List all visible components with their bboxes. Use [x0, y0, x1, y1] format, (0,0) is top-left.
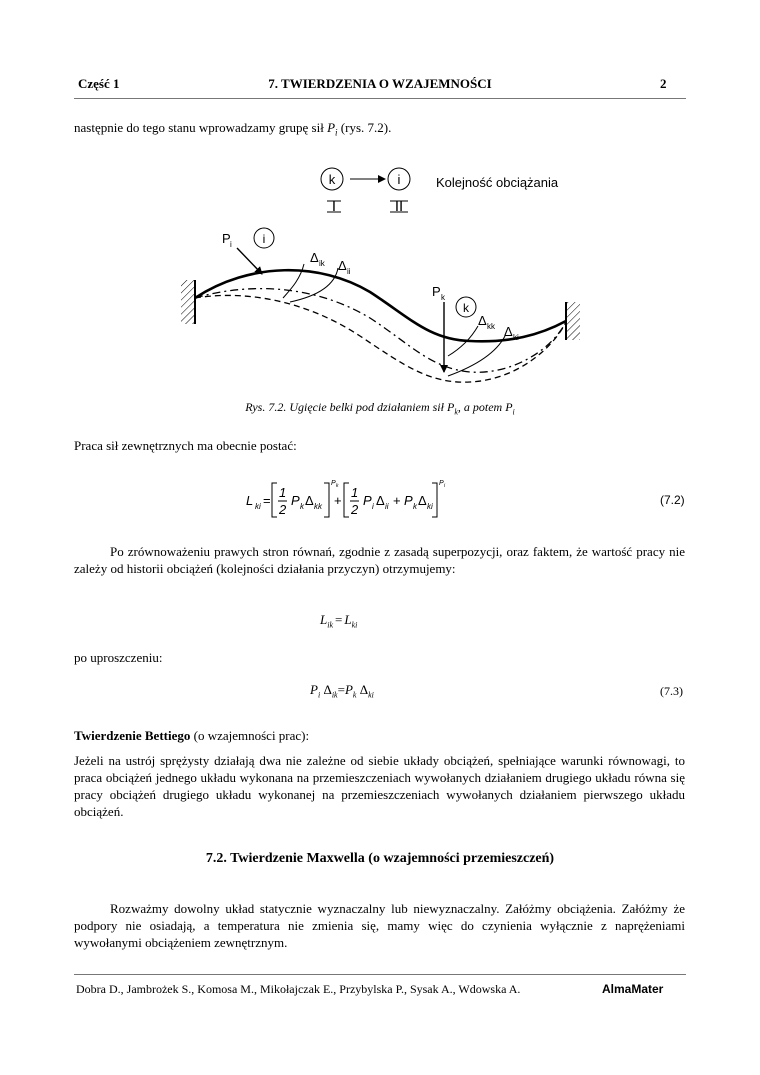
lik-l2: L — [344, 612, 352, 627]
equation-7-2 — [0, 470, 760, 530]
eq72-frac1-den: 2 — [279, 502, 287, 517]
eq72-number: (7.2) — [660, 493, 685, 507]
simplification-label: po uproszczeniu: — [74, 650, 163, 665]
equation-7-3 — [310, 682, 374, 700]
intro-text-after: (rys. 7.2). — [337, 120, 392, 135]
eq72-delta-ii: Δ — [376, 493, 385, 508]
work-intro: Praca sił zewnętrznych ma obecnie postać: — [74, 438, 297, 453]
roman-two: II — [394, 198, 404, 215]
caption-sub2: i — [512, 407, 515, 417]
eq72-plus: + — [334, 493, 342, 508]
superposition-paragraph: Po zrównoważeniu prawych stron równań, zgodnie z zasadą superpozycji, oraz faktem, że wartość pracy nie zależy od historii obciążeń (kolejności działania przyczyn) otrzymujemy: — [74, 544, 685, 576]
eq72-pi: P — [363, 493, 372, 508]
right-fixed-support — [566, 302, 580, 340]
betti-title-bold: Twierdzenie Bettiego — [74, 728, 191, 743]
loading-sequence — [321, 168, 559, 215]
betti-title — [74, 727, 309, 744]
caption-middle: , a potem — [457, 400, 506, 414]
header-chapter-title: 7. TWIERDZENIA O WZAJEMNOŚCI — [268, 76, 492, 91]
left-support-hatch — [181, 280, 195, 324]
figure-caption — [0, 400, 760, 416]
delta-ik-sub: ik — [319, 259, 325, 268]
intro-subscript: i — [335, 127, 338, 138]
delta-ik-label: Δ — [310, 250, 319, 265]
eq72-delta-ki-sub: ki — [427, 502, 433, 511]
eq72-sup2: P — [439, 480, 444, 487]
eq72-delta-kk-sub: kk — [314, 502, 322, 511]
lik-l1: L — [320, 612, 328, 627]
force-pk-sub: k — [441, 293, 445, 302]
intro-symbol: P — [327, 120, 336, 135]
delta-ki-sub: ki — [513, 333, 519, 342]
lik-equals: = — [335, 612, 343, 627]
eq72-delta-kk: Δ — [305, 493, 314, 508]
sequence-k-label: k — [328, 172, 336, 187]
eq72-delta-ii-sub: ii — [385, 502, 389, 511]
left-fixed-support — [181, 280, 195, 324]
beam-deflection-figure — [0, 0, 760, 400]
footer-brand: AlmaMater — [602, 982, 664, 996]
circle-k-label: k — [463, 301, 469, 315]
force-pi-arrow — [237, 248, 262, 274]
eq73-d2-sub: ki — [368, 690, 374, 700]
equation-lik-lki — [320, 612, 357, 630]
eq73-p2: P — [344, 682, 353, 697]
eq73-d1-sub: ik — [331, 690, 338, 700]
eq73-p1-sub: i — [317, 690, 321, 700]
betti-title-rest: (o wzajemności prac): — [190, 728, 310, 743]
delta-ii-label: Δ — [338, 258, 347, 273]
delta-kk-sub: kk — [487, 322, 495, 331]
eq72-bracket2-right — [432, 483, 437, 517]
header-page-number: 2 — [660, 76, 667, 91]
intro-text: następnie do tego stanu wprowadzamy grupę sił — [74, 120, 328, 135]
right-support-hatch — [566, 302, 580, 340]
force-pi-label: P — [222, 231, 231, 246]
caption-sym1: P — [446, 400, 455, 414]
betti-body: Jeżeli na ustrój sprężysty działają dwa nie zależne od siebie układy obciążeń, spełniające warunki równowagi, to praca obciążeń jednego układu wykonana na przemieszczeniach wywołanych działaniem drugiego układu równa się pracy obciążeń drugiego układu wykonanej na przemieszczeniach wywołanych działaniem pierwszego układu obciążeń. — [74, 753, 685, 819]
circle-i-label: i — [262, 232, 266, 246]
eq72-pk2: P — [404, 493, 413, 508]
maxwell-paragraph: Rozważmy dowolny układ statycznie wyznaczalny lub niewyznaczalny. Załóżmy obciążenia. Załóżmy że podpory nie osiadają, a temperatura nie zmienia się, mamy więc do czynienia wyłącznie z naprężeniami wywołanymi obciążeniem zewnętrznym. — [74, 901, 685, 950]
eq73-number: (7.3) — [660, 684, 683, 698]
eq72-plus2: + — [393, 493, 401, 508]
eq72-pk-sub: k — [300, 502, 304, 511]
lik-l1-sub: ik — [327, 620, 334, 630]
eq72-lhs-sub: ki — [255, 502, 261, 511]
eq72-sup2-sub: i — [444, 483, 446, 489]
eq73-d2: Δ — [359, 682, 369, 697]
caption-prefix: Rys. 7.2. Ugięcie belki pod działaniem sił — [245, 400, 447, 414]
caption-sym2: P — [505, 400, 513, 414]
footer-authors: Dobra D., Jambrożek S., Komosa M., Mikołajczak E., Przybylska P., Sysak A., Wdowska A. — [76, 982, 521, 996]
caption-sub1: k — [454, 407, 458, 417]
delta-ki-label: Δ — [504, 324, 513, 339]
eq72-pk2-sub: k — [413, 502, 417, 511]
eq72-bracket1-left — [272, 483, 277, 517]
force-pk-label: P — [432, 284, 441, 299]
eq72-frac2-den: 2 — [351, 502, 359, 517]
eq72-sup1-sub: k — [336, 483, 339, 489]
eq72-frac2-num: 1 — [351, 485, 359, 500]
force-pi-sub: i — [230, 240, 232, 249]
eq72-equals: = — [263, 493, 271, 508]
lik-l2-sub: ki — [351, 620, 358, 630]
eq73-p1: P — [310, 682, 318, 697]
eq72-delta-ki: Δ — [418, 493, 427, 508]
eq72-pk: P — [291, 493, 300, 508]
eq73-equals: = — [337, 682, 345, 697]
sequence-caption: Kolejność obciążania — [436, 175, 559, 190]
delta-kk-label: Δ — [478, 313, 487, 328]
eq72-pi-sub: i — [372, 502, 374, 511]
eq72-bracket1-right — [324, 483, 329, 517]
header-part: Część 1 — [78, 76, 120, 91]
footer-rule — [74, 974, 686, 975]
delta-ii-sub: ii — [347, 267, 351, 276]
eq72-frac1-num: 1 — [279, 485, 287, 500]
sequence-i-label: i — [397, 172, 401, 187]
eq72-sup1: P — [331, 480, 336, 487]
eq73-d1: Δ — [323, 682, 332, 697]
eq72-bracket2-left — [344, 483, 349, 517]
section-heading: 7.2. Twierdzenie Maxwella (o wzajemności przemieszczeń) — [205, 851, 555, 866]
roman-one: I — [331, 198, 337, 215]
eq73-p2-sub: k — [352, 690, 357, 700]
eq72-lhs: L — [246, 493, 254, 508]
